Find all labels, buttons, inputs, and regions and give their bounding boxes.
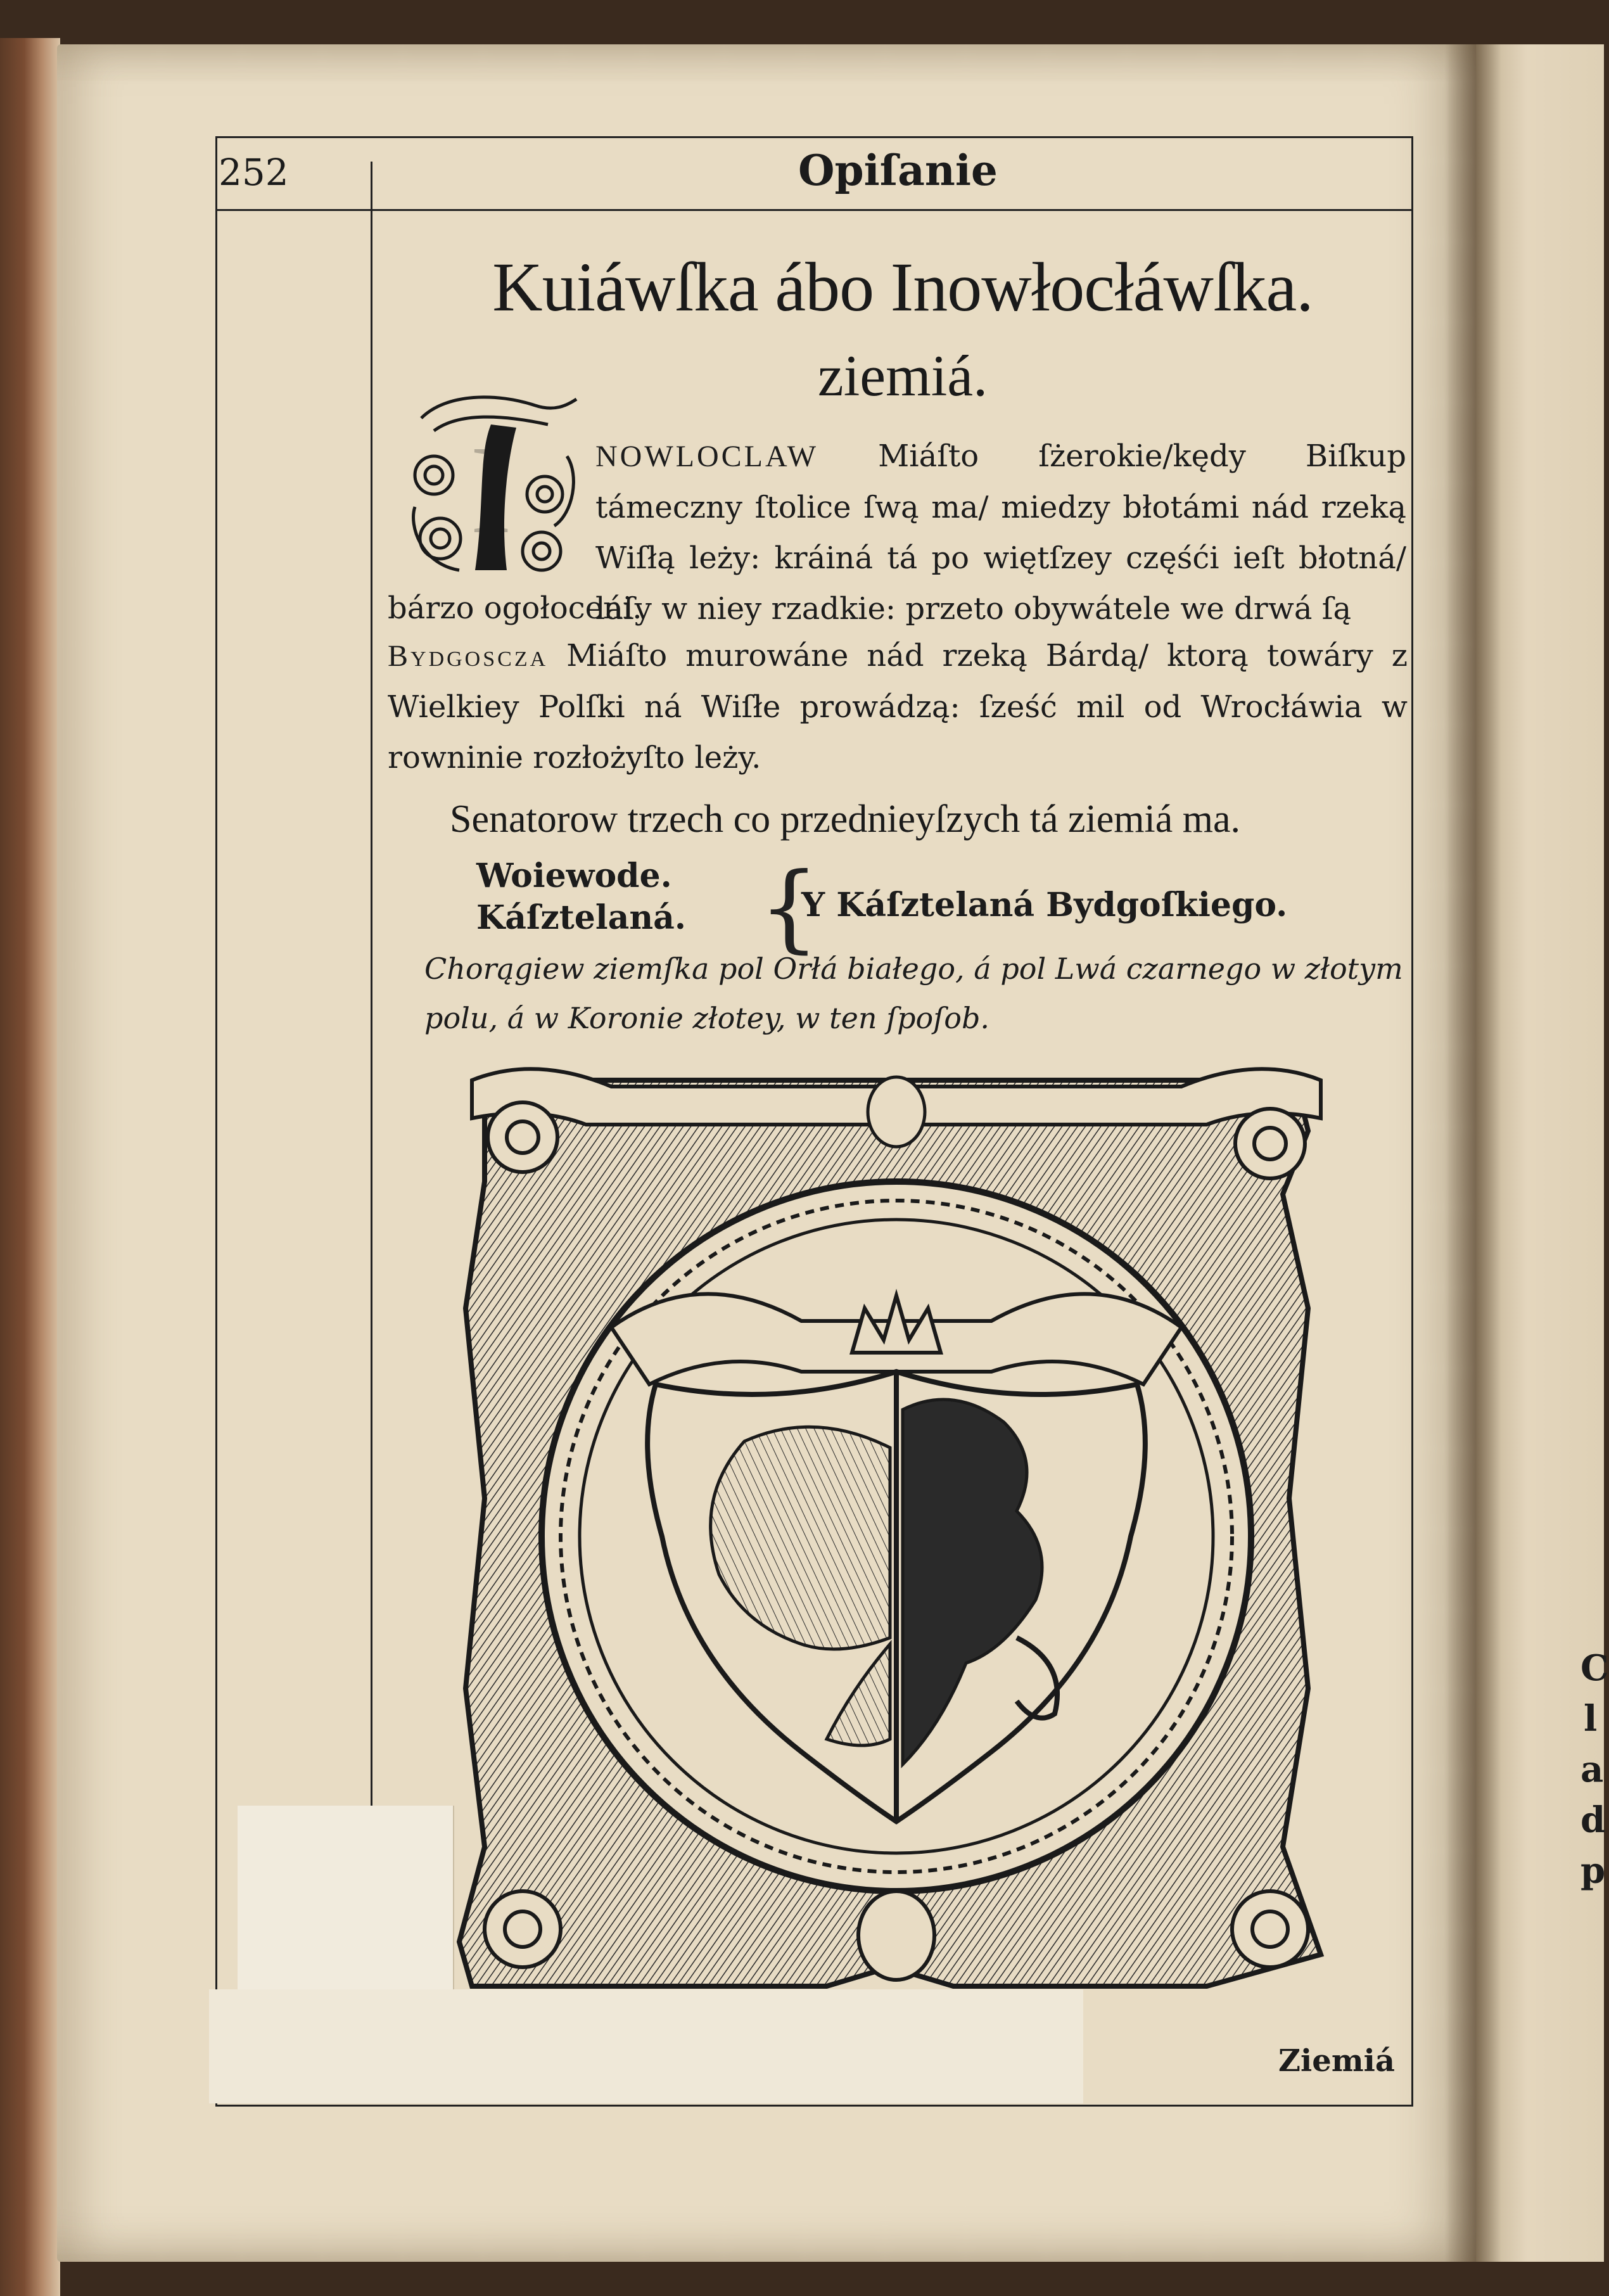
ornamental-initial-icon [396, 380, 586, 589]
chapter-subtitle: ziemiá. [817, 343, 988, 408]
book-gutter [1444, 44, 1501, 2262]
paragraph-bydgoszcz [388, 630, 1408, 783]
initial-letter: I [469, 420, 512, 560]
frame-top-rule [215, 136, 1413, 138]
margin-column-rule [371, 162, 372, 1999]
right-page-letter-4: d [1580, 1799, 1606, 1841]
castellan-bydgoszcz: Y Káſztelaná Bydgoſkiego. [801, 886, 1288, 924]
paragraph-text-bydgoszcz: Miáſto murowáne nád rzeką Bárdą/ ktorą towáry z Wielkiey Polſki ná Wiſłe prowádzą: ſześć mil od Wrocłáwia w rowninie rozłożyſto leży. [388, 638, 1408, 775]
right-page-letter-5: p [1580, 1850, 1606, 1892]
running-head: Opiſanie [798, 146, 998, 195]
frame-right-rule [1411, 136, 1413, 2107]
chapter-title: Kuiáwſka ábo Inowłocłáwſka. [492, 248, 1313, 326]
frame-header-rule [215, 209, 1413, 211]
paragraph-text-inowroclaw: Miáſto ſżerokie/kędy Biſkup támeczny ſtolice ſwą ma/ miedzy błotámi nád rzeką Wiſłą leży: kráiná tá po więtſzey częśći ieſt błotná/ láſy w niey rzadkie: przeto obywátele we drwá ſą [595, 438, 1406, 627]
paragraph-inowroclaw-end: bárzo ogołoceni. [388, 590, 642, 626]
catchword: Ziemiá [1278, 2043, 1395, 2079]
right-page-letter-2: l [1584, 1698, 1598, 1740]
office-castellan: Káſztelaná. [476, 898, 686, 937]
page-number: 252 [219, 151, 289, 194]
banner-description: Chorągiew ziemſka pol Orłá białego, á pol Lwá czarnego w złotym polu, á w Koronie złotey, w ten ſpoſob. [424, 952, 1403, 1035]
office-voivode: Woiewode. [476, 857, 672, 895]
paragraph-lead-inowroclaw: NOWLOCLAW [595, 440, 819, 473]
brace-mark: { [759, 853, 820, 963]
right-page-letter-1: C [1580, 1647, 1609, 1689]
right-page-letter-3: a [1580, 1749, 1604, 1790]
coat-of-arms-eagle-lion-icon [447, 1055, 1346, 2005]
book-cover-edge [0, 38, 60, 2296]
frame-left-rule [215, 136, 217, 2107]
frame-bottom-rule [215, 2105, 1413, 2107]
senators-heading: Senatorow trzech co przednieyſzych tá ziemiá ma. [450, 798, 1241, 841]
paper-lower-margin [209, 1989, 1083, 2103]
paragraph-lead-bydgoszcz: Bydgoscza [388, 639, 549, 673]
